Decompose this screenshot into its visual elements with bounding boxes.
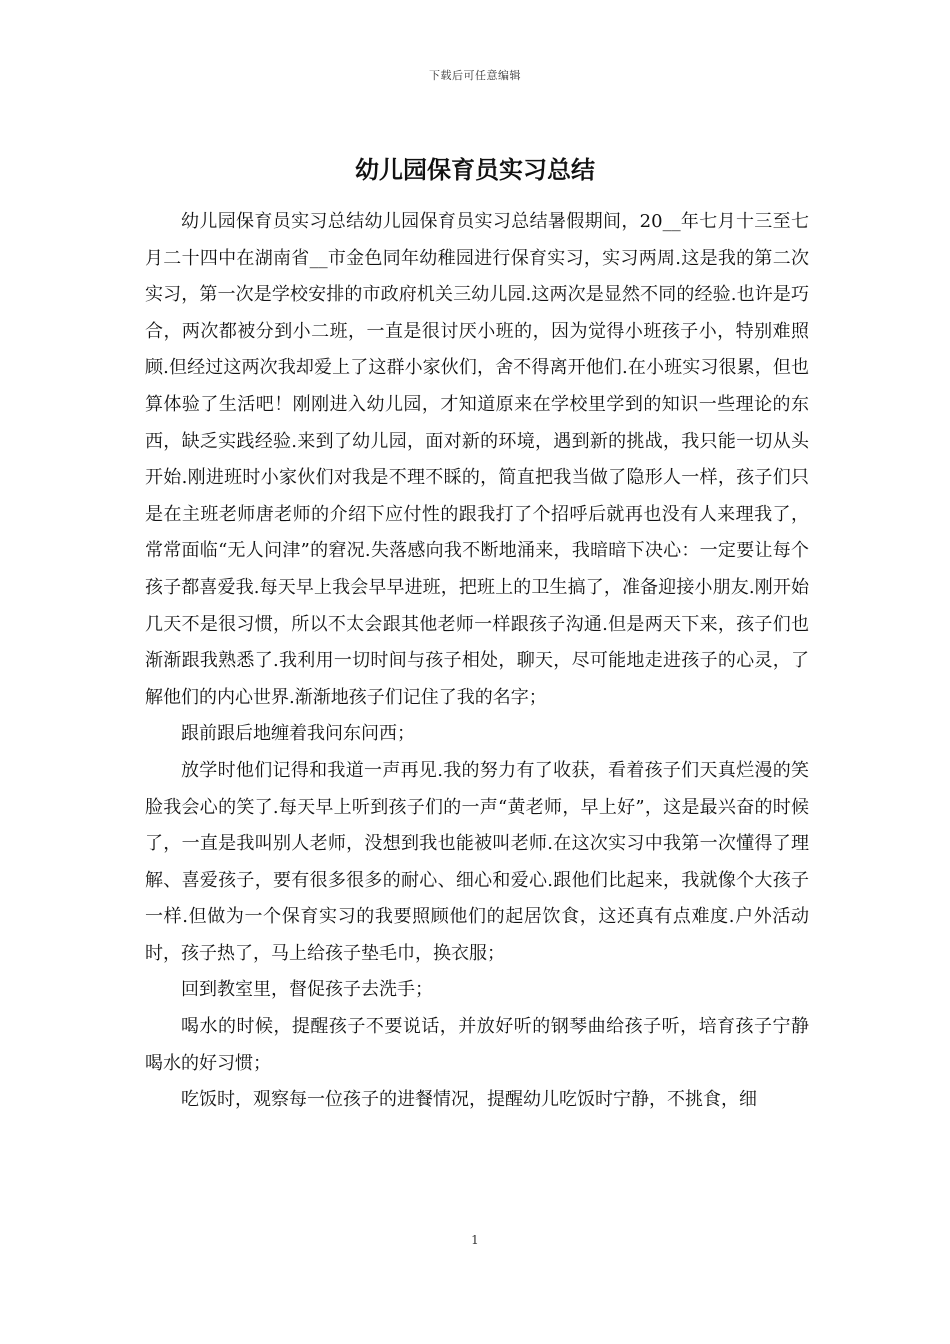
body-paragraph: 吃饭时，观察每一位孩子的进餐情况，提醒幼儿吃饭时宁静，不挑食，细	[181, 1089, 757, 1111]
body-paragraph: 跟前跟后地缠着我问东问西；	[181, 723, 415, 745]
body-paragraph: 回到教室里，督促孩子去洗手；	[181, 979, 433, 1001]
page-header: 下载后可任意编辑	[429, 69, 521, 82]
document-title: 幼儿园保育员实习总结	[355, 156, 595, 184]
body-paragraph: 喝水的时候，提醒孩子不要说话，并放好听的钢琴曲给孩子听，培育孩子宁静喝水的好习惯；	[145, 1016, 809, 1074]
document-body	[145, 204, 809, 1119]
body-paragraph: 放学时他们记得和我道一声再见.我的努力有了收获，看着孩子们天真烂漫的笑脸我会心的笑了.每天早上听到孩子们的一声“黄老师，早上好”，这是最兴奋的时候了，一直是我叫别人老师，没想到我也能被叫老师.在这次实习中我第一次懂得了理解、喜爱孩子，要有很多很多的耐心、细心和爱心.跟他们比起来，我就像个大孩子一样.但做为一个保育实习的我要照顾他们的起居饮食，这还真有点难度.户外活动时，孩子热了，马上给孩子垫毛巾，换衣服；	[145, 759, 809, 964]
page-number: 1	[471, 1233, 479, 1247]
body-paragraph: 幼儿园保育员实习总结幼儿园保育员实习总结暑假期间，20__年七月十三至七月二十四中在湖南省__市金色同年幼稚园进行保育实习，实习两周.这是我的第二次实习，第一次是学校安排的市政府机关三幼儿园.这两次是显然不同的经验.也许是巧合，两次都被分到小二班，一直是很讨厌小班的，因为觉得小班孩子小，特别难照顾.但经过这两次我却爱上了这群小家伙们，舍不得离开他们.在小班实习很累，但也算体验了生活吧！刚刚进入幼儿园，才知道原来在学校里学到的知识一些理论的东西，缺乏实践经验.来到了幼儿园，面对新的环境，遇到新的挑战，我只能一切从头开始.刚进班时小家伙们对我是不理不睬的，简直把我当做了隐形人一样，孩子们只是在主班老师唐老师的介绍下应付性的跟我打了个招呼后就再也没有人来理我了，常常面临“无人问津”的窘况.失落感向我不断地涌来，我暗暗下决心：一定要让每个孩子都喜爱我.每天早上我会早早进班，把班上的卫生搞了，准备迎接小朋友.刚开始几天不是很习惯，所以不太会跟其他老师一样跟孩子沟通.但是两天下来，孩子们也渐渐跟我熟悉了.我利用一切时间与孩子相处，聊天，尽可能地走进孩子的心灵，了解他们的内心世界.渐渐地孩子们记住了我的名字；	[145, 211, 809, 708]
